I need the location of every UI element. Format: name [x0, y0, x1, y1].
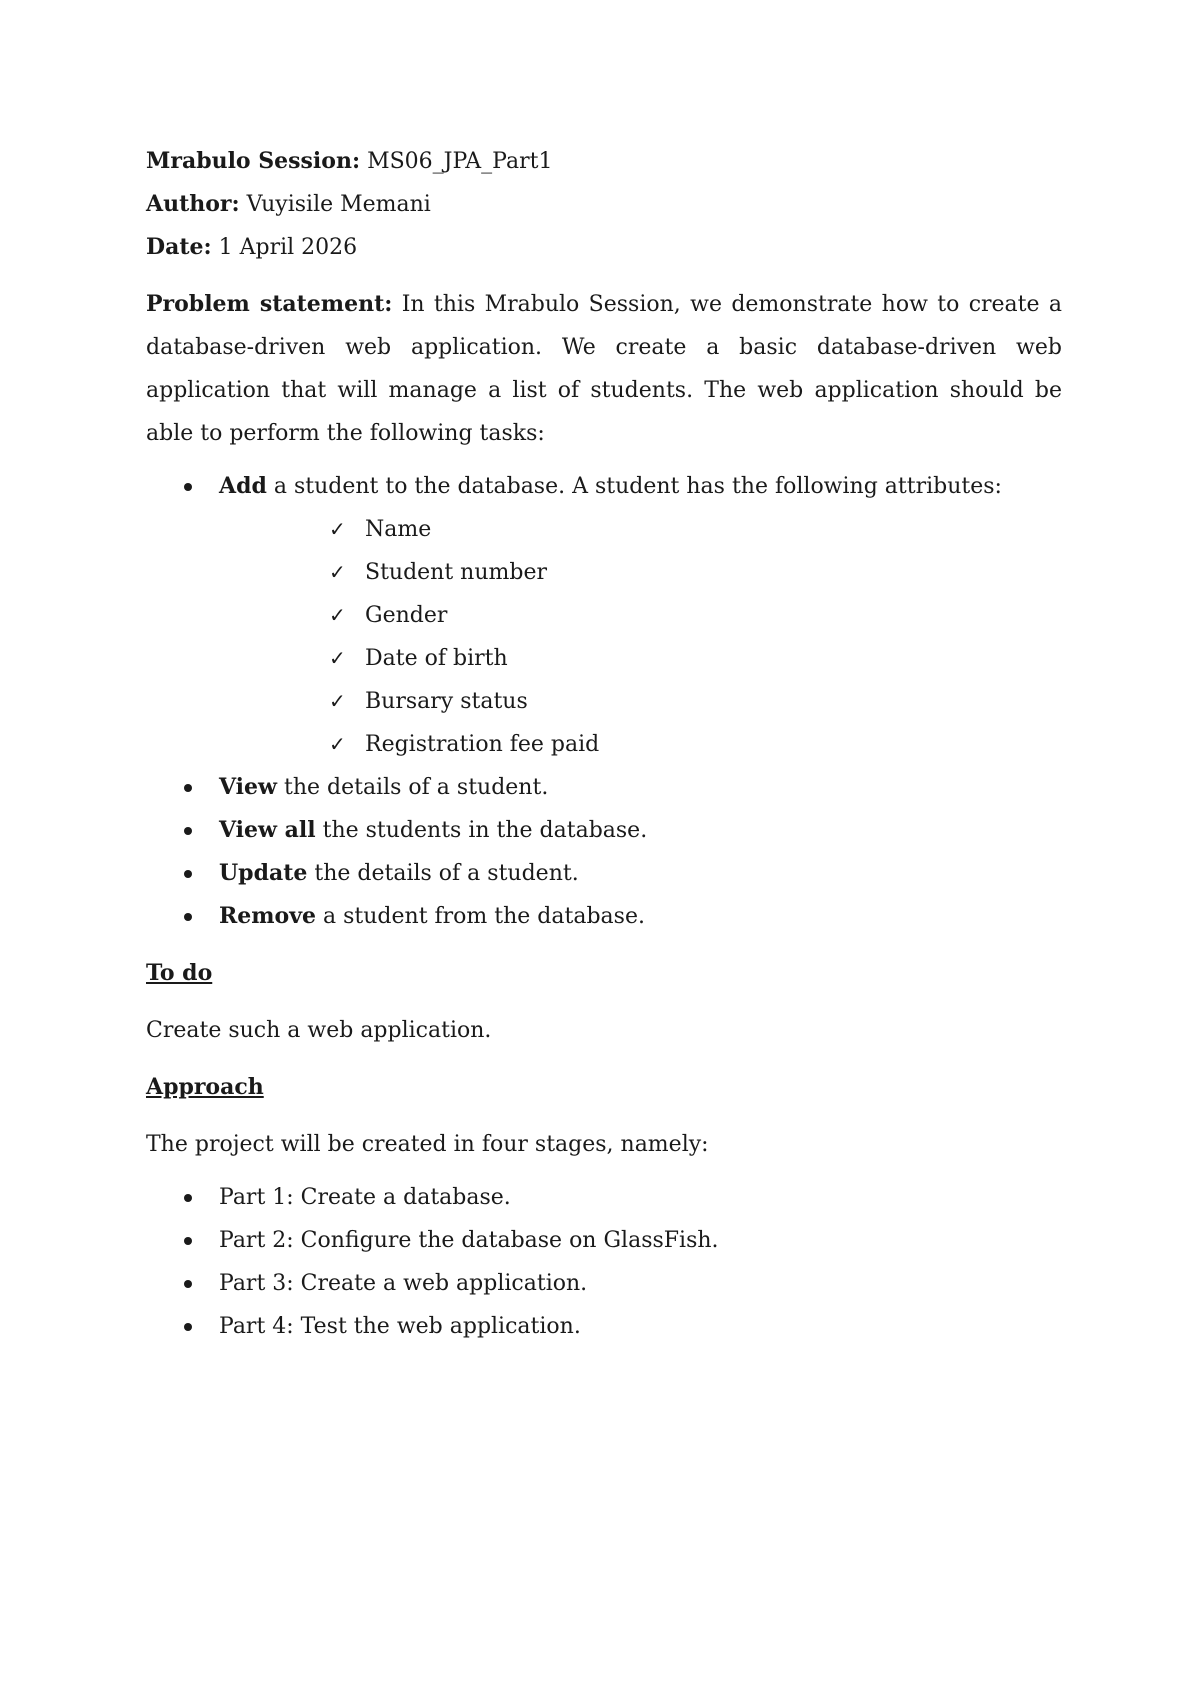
- task-list: [146, 465, 1062, 938]
- stage-label: Part 2: Configure the database on GlassFish.: [219, 1228, 719, 1253]
- date-value: 1 April 2026: [218, 235, 358, 260]
- task-bold: View: [219, 774, 277, 800]
- session-label: Mrabulo Session: [146, 148, 352, 174]
- attribute-label: Registration fee paid: [365, 732, 600, 757]
- task-item: [146, 766, 1062, 809]
- checkmark-icon: ✓: [329, 603, 346, 627]
- bullet-icon: [184, 1194, 192, 1202]
- attribute-item: [219, 723, 1062, 766]
- task-bold: Add: [219, 473, 267, 499]
- todo-heading: To do: [146, 960, 213, 986]
- task-bold: View all: [219, 817, 316, 843]
- checkmark-icon: ✓: [329, 517, 346, 541]
- date-label: Date: [146, 234, 204, 260]
- task-text: the students in the database.: [315, 818, 648, 843]
- stage-item: [146, 1262, 1062, 1305]
- attribute-label: Bursary status: [365, 689, 528, 714]
- bullet-icon: [184, 1323, 192, 1331]
- task-item: [146, 852, 1062, 895]
- checkmark-icon: ✓: [329, 646, 346, 670]
- session-line: Mrabulo Session: MS06_JPA_Part1: [146, 148, 553, 174]
- stage-item: [146, 1219, 1062, 1262]
- stage-label: Part 3: Create a web application.: [219, 1271, 588, 1296]
- attribute-item: [219, 637, 1062, 680]
- task-text: the details of a student.: [276, 775, 549, 800]
- bullet-icon: [184, 483, 192, 491]
- bullet-icon: [184, 870, 192, 878]
- stage-label: Part 4: Test the web application.: [219, 1314, 581, 1339]
- attribute-item: [219, 594, 1062, 637]
- checkmark-icon: ✓: [329, 732, 346, 756]
- date-line: Date: 1 April 2026: [146, 234, 358, 260]
- attribute-label: Date of birth: [365, 646, 508, 671]
- task-item: [146, 809, 1062, 852]
- attribute-label: Student number: [365, 560, 548, 585]
- bullet-icon: [184, 1280, 192, 1288]
- task-item: [146, 895, 1062, 938]
- problem-text: In this Mrabulo Session, we demonstrate how to create a database-driven web application. We create a basic database-driven web application that will manage a list of students. The web application should be able to perform the following tasks:: [146, 292, 1062, 446]
- task-bold: Update: [219, 860, 308, 886]
- attribute-item: [219, 508, 1062, 551]
- approach-intro: The project will be created in four stages, namely:: [146, 1132, 709, 1157]
- approach-heading: Approach: [146, 1074, 264, 1100]
- checkmark-icon: ✓: [329, 560, 346, 584]
- bullet-icon: [184, 913, 192, 921]
- author-line: Author: Vuyisile Memani: [146, 191, 431, 217]
- bullet-icon: [184, 1237, 192, 1245]
- attribute-item: [219, 551, 1062, 594]
- stage-label: Part 1: Create a database.: [219, 1185, 511, 1210]
- task-bold: Remove: [219, 903, 317, 929]
- author-label: Author: [146, 191, 232, 217]
- problem-statement: Problem statement: In this Mrabulo Session, we demonstrate how to create a database-driven web application. We create a basic database-driven web application that will manage a list of students. The web application should be able to perform the following tasks:: [146, 291, 1062, 446]
- bullet-icon: [184, 784, 192, 792]
- attribute-item: [219, 680, 1062, 723]
- stage-item: [146, 1305, 1062, 1348]
- document-page: [146, 140, 1062, 1348]
- author-value: Vuyisile Memani: [246, 192, 431, 217]
- stage-list: [146, 1176, 1062, 1348]
- attribute-label: Name: [365, 517, 432, 542]
- task-text: the details of a student.: [307, 861, 579, 886]
- task-item: [146, 465, 1062, 766]
- attribute-list: [219, 508, 1062, 766]
- session-value: MS06_JPA_Part1: [367, 149, 553, 174]
- problem-label: Problem statement: [146, 291, 385, 317]
- task-text: a student to the database. A student has the following attributes:: [266, 474, 1002, 499]
- todo-text: Create such a web application.: [146, 1018, 492, 1043]
- attribute-label: Gender: [365, 603, 448, 628]
- stage-item: [146, 1176, 1062, 1219]
- bullet-icon: [184, 827, 192, 835]
- checkmark-icon: ✓: [329, 689, 346, 713]
- task-text: a student from the database.: [316, 904, 645, 929]
